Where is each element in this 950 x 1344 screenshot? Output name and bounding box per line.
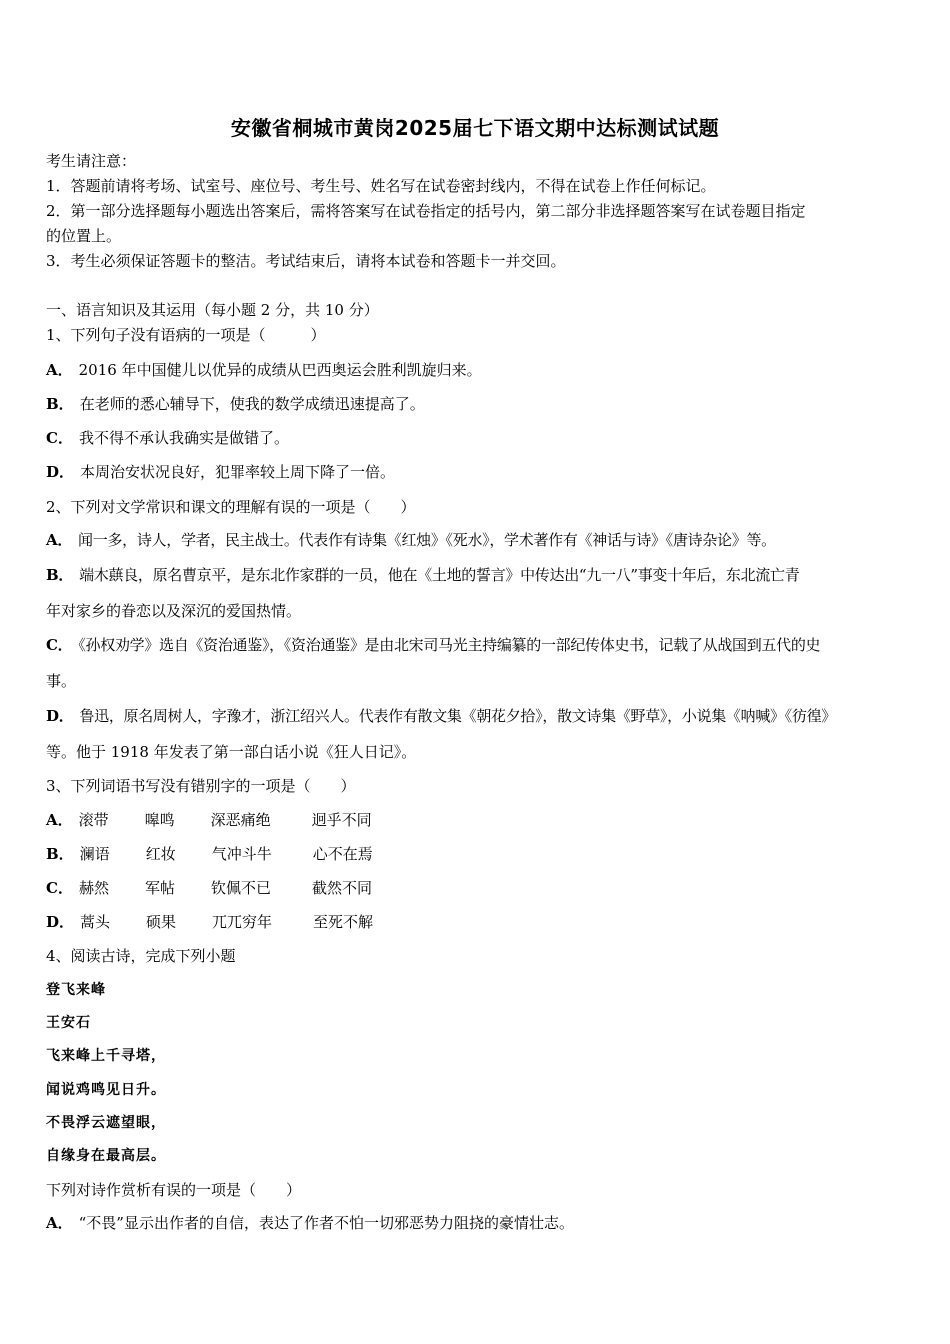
question-3-option-d [46, 912, 908, 932]
option-text: 我不得不承认我确实是做错了。 [78, 429, 289, 447]
poem-line-2: 闻说鸡鸣见日升。 [46, 1082, 166, 1098]
word: 澜语 [79, 845, 110, 863]
notice-item-3: 3．考生必须保证答题卡的整洁。考试结束后，请将本试卷和答题卡一并交回。 [46, 252, 566, 270]
option-label: B． [46, 395, 74, 413]
option-label: A． [46, 531, 73, 549]
word: 心不在焉 [312, 845, 373, 863]
notice-item-1: 1．答题前请将考场、试室号、座位号、考生号、姓名写在试卷密封线内，不得在试卷上作任何标记。 [46, 177, 716, 195]
poem-title: 登飞来峰 [46, 982, 106, 998]
option-text: 本周治安状况良好，犯罪率较上周下降了一倍。 [80, 463, 396, 481]
question-4-option-a [46, 1213, 908, 1233]
word: 截然不同 [311, 879, 372, 897]
word: 深恶痛绝 [210, 811, 271, 829]
word: 赫然 [78, 879, 109, 897]
notice-item-2: 2．第一部分选择题每小题选出答案后，需将答案写在试卷指定的括号内，第二部分非选择题答案写在试卷题目指定 [46, 202, 806, 220]
option-label: A． [46, 1214, 73, 1232]
question-2-option-d-cont: 等。他于 1918 年发表了第一部白话小说《狂人日记》。 [46, 743, 417, 761]
question-3-option-b [46, 844, 908, 864]
question-2-option-b-cont: 年对家乡的眷恋以及深沉的爱国热情。 [46, 602, 302, 620]
option-text: 鲁迅，原名周树人，字豫才，浙江绍兴人。代表作有散文集《朝花夕拾》，散文诗集《野草》，小说集《呐喊》《彷徨》 [79, 707, 837, 725]
option-text: 2016 年中国健儿以优异的成绩从巴西奥运会胜利凯旋归来。 [78, 361, 482, 379]
question-2-option-d [46, 706, 908, 726]
question-1-stem: 1、下列句子没有语病的一项是（ ） [46, 326, 326, 344]
section-heading: 一、语言知识及其运用（每小题 2 分，共 10 分） [46, 301, 379, 319]
option-label: C． [46, 429, 73, 447]
option-text: 在老师的悉心辅导下，使我的数学成绩迅速提高了。 [79, 395, 425, 413]
option-text: 《孙权劝学》选自《资治通鉴》，《资治通鉴》是由北宋司马光主持编纂的一部纪传体史书，记载了从战国到五代的史 [78, 636, 821, 654]
question-3-option-c [46, 878, 908, 898]
option-text: “不畏”显示出作者的自信，表达了作者不怕一切邪恶势力阻挠的豪情壮志。 [78, 1214, 574, 1232]
option-text: 闻一多，诗人，学者，民主战士。代表作有诗集《红烛》《死水》，学术著作有《神话与诗》《唐诗杂论》等。 [78, 531, 776, 549]
option-label: D． [46, 707, 74, 725]
question-1-option-d [46, 462, 908, 482]
question-2-option-c [46, 635, 908, 655]
option-label: A． [46, 811, 73, 829]
word: 军帖 [144, 879, 175, 897]
question-4-sub-stem: 下列对诗作赏析有误的一项是（ ） [46, 1181, 302, 1199]
word: 嗥鸣 [144, 811, 175, 829]
question-1-option-b [46, 394, 908, 414]
word: 钦佩不已 [210, 879, 271, 897]
word: 滚带 [78, 811, 109, 829]
option-label: B． [46, 566, 74, 584]
word: 兀兀穷年 [212, 913, 273, 931]
option-label: D． [46, 463, 75, 481]
poem-line-4: 自缘身在最高层。 [46, 1148, 166, 1164]
option-label: C． [46, 636, 73, 654]
question-1-option-a [46, 360, 908, 380]
option-label: C． [46, 879, 73, 897]
option-label: A． [46, 361, 73, 379]
question-4-stem: 4、阅读古诗，完成下列小题 [46, 947, 236, 965]
question-2-option-b [46, 565, 908, 585]
option-label: D． [46, 913, 75, 931]
page-title: 安徽省桐城市黄岗2025届七下语文期中达标测试试题 [230, 116, 720, 140]
poem-line-1: 飞来峰上千寻塔， [46, 1048, 166, 1064]
question-2-stem: 2、下列对文学常识和课文的理解有误的一项是（ ） [46, 498, 416, 516]
question-3-option-a [46, 810, 908, 830]
option-label: B． [46, 845, 74, 863]
word: 气冲斗牛 [211, 845, 272, 863]
poem-author: 王安石 [46, 1015, 91, 1031]
poem-line-3: 不畏浮云遮望眼， [46, 1115, 166, 1131]
option-text: 端木蕻良，原名曹京平，是东北作家群的一员，他在《土地的誓言》中传达出“九一八”事变十年后，东北流亡青 [79, 566, 800, 584]
question-2-option-a [46, 530, 908, 550]
question-1-option-c [46, 428, 908, 448]
question-2-option-c-cont: 事。 [46, 672, 77, 690]
notice-item-2-cont: 的位置上。 [46, 227, 122, 245]
word: 硕果 [146, 913, 177, 931]
word: 红妆 [145, 845, 176, 863]
notice-heading: 考生请注意： [46, 152, 137, 170]
word: 迥乎不同 [311, 811, 372, 829]
word: 至死不解 [313, 913, 374, 931]
word: 蒿头 [80, 913, 111, 931]
question-3-stem: 3、下列词语书写没有错别字的一项是（ ） [46, 777, 356, 795]
